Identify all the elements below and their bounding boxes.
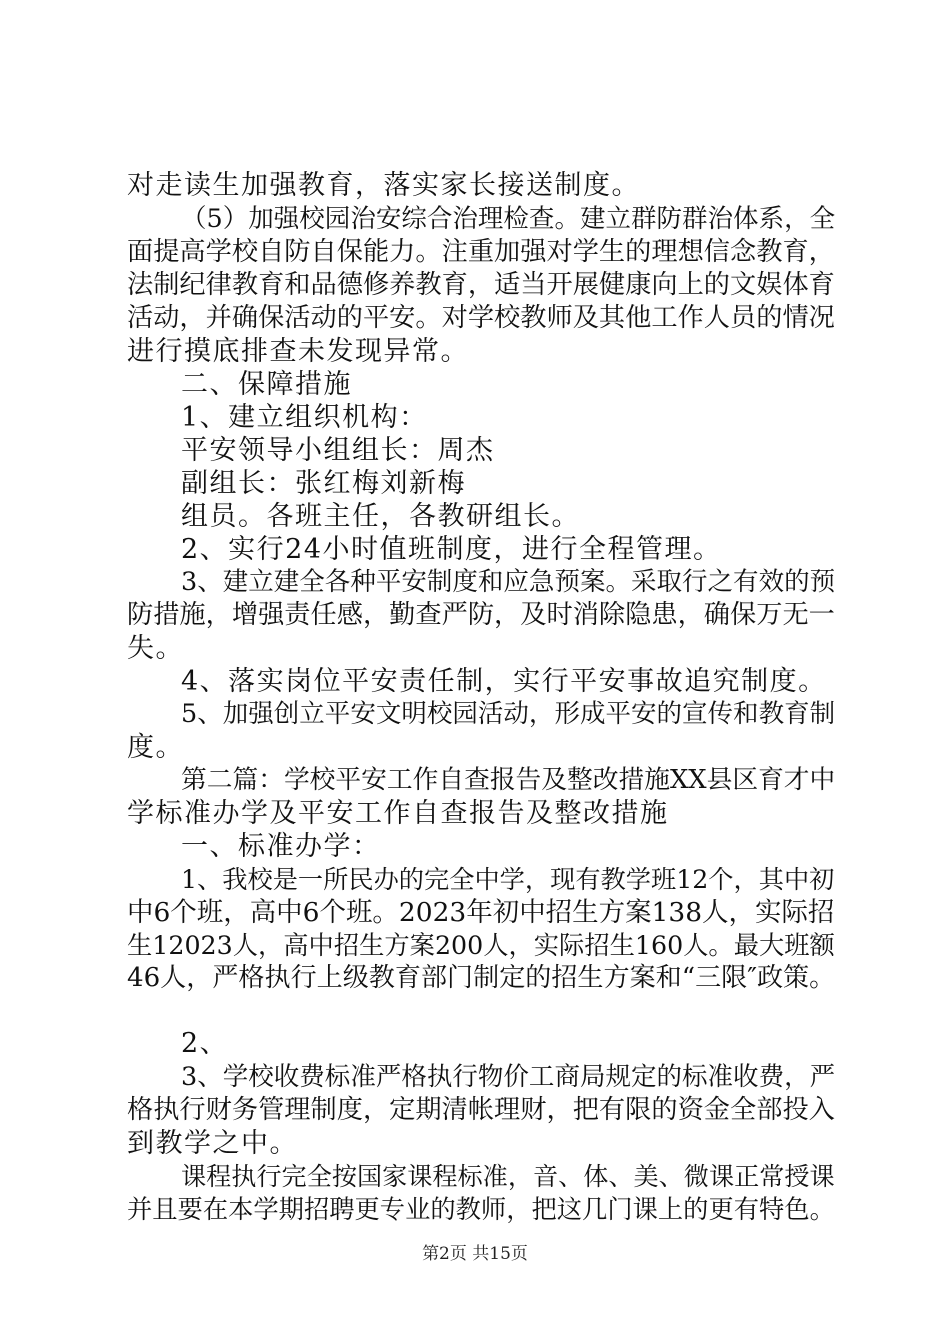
body-line: 1、建立组织机构：	[181, 402, 428, 433]
body-line: 3、建立建全各种平安制度和应急预案。采取行之有效的预	[181, 567, 836, 597]
section-heading: 一、标准办学：	[181, 831, 381, 862]
body-line: 1、我校是一所民办的完全中学，现有教学班12个，其中初	[181, 865, 835, 894]
body-line: 进行摸底排查未发现异常。	[127, 336, 469, 367]
chapter-heading-continued: 学标准办学及平安工作自查报告及整改措施	[127, 798, 669, 829]
body-line: 4、落实岗位平安责任制，实行平安事故追究制度。	[181, 666, 827, 697]
body-line: 失。	[127, 633, 184, 664]
body-line: 5、加强创立平安文明校园活动，形成平安的宣传和教育制	[181, 699, 836, 729]
body-line: （5）加强校园治安综合治理检查。建立群防群治体系，全	[181, 204, 836, 234]
body-line: 46人，严格执行上级教育部门制定的招生方案和“三限″政策。	[127, 963, 836, 993]
body-line: 中6个班，高中6个班。2023年初中招生方案138人，实际招	[127, 897, 835, 928]
body-line: 3、学校收费标准严格执行物价工商局规定的标准收费，严	[181, 1062, 836, 1092]
body-line: 法制纪律教育和品德修养教育，适当开展健康向上的文娱体育	[127, 270, 835, 300]
body-line: 生12023人，高中招生方案200人，实际招生160人。最大班额	[127, 931, 835, 960]
page-footer: 第2页 共15页	[422, 1244, 528, 1264]
body-line: 2、	[181, 1028, 229, 1059]
body-line: 防措施，增强责任感，勤查严防，及时消除隐患，确保万无一	[127, 600, 835, 630]
body-line: 面提高学校自防自保能力。注重加强对学生的理想信念教育，	[127, 237, 835, 267]
body-line: 到教学之中。	[127, 1128, 298, 1159]
body-line: 组员。各班主任，各教研组长。	[181, 501, 580, 532]
chapter-heading: 第二篇：学校平安工作自查报告及整改措施XX县区育才中	[181, 765, 836, 795]
body-line: 对走读生加强教育，落实家长接送制度。	[127, 170, 640, 201]
body-line: 课程执行完全按国家课程标准，音、体、美、微课正常授课	[181, 1162, 835, 1191]
body-line: 平安领导小组组长：周杰	[181, 435, 495, 466]
body-line: 副组长：张红梅刘新梅	[181, 468, 466, 499]
body-line: 格执行财务管理制度，定期清帐理财，把有限的资金全部投入	[127, 1095, 835, 1125]
body-line: 活动，并确保活动的平安。对学校教师及其他工作人员的情况	[127, 303, 835, 333]
body-line: 2、实行24小时值班制度，进行全程管理。	[181, 534, 722, 565]
body-line: 度。	[127, 732, 184, 763]
body-line: 并且要在本学期招聘更专业的教师，把这几门课上的更有特色。	[127, 1195, 835, 1224]
section-heading: 二、保障措施	[181, 369, 352, 400]
